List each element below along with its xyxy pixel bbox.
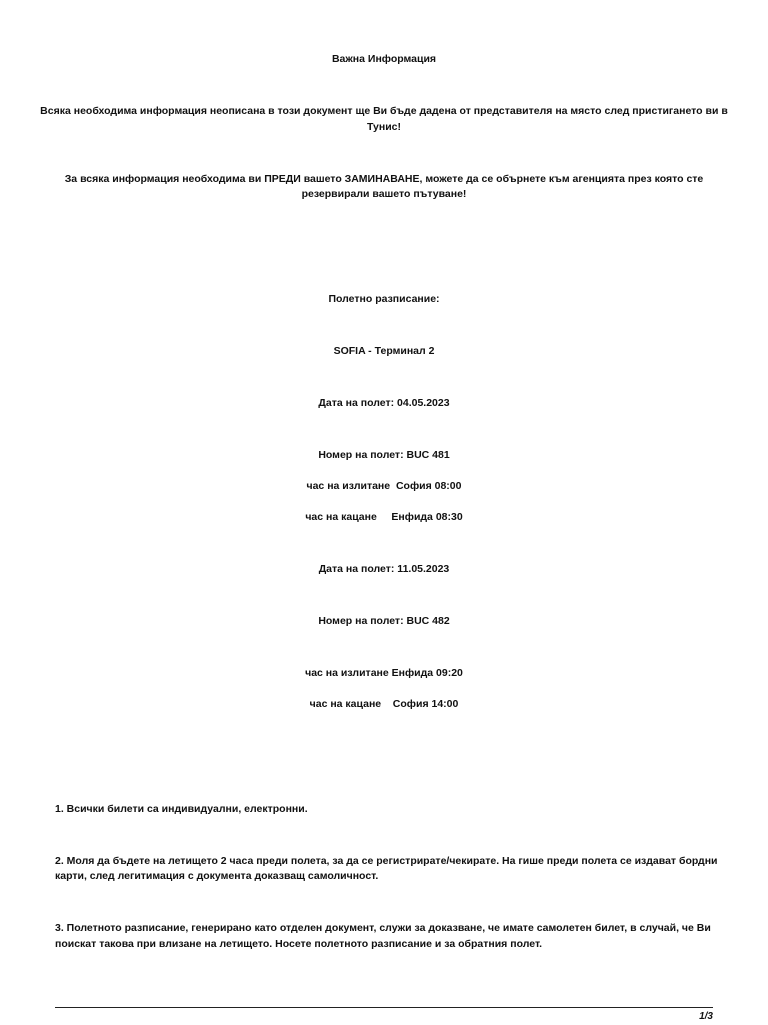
outbound-date: Дата на полет: 04.05.2023 [318, 397, 450, 409]
return-flight-number: Номер на полет: BUC 482 [318, 615, 450, 627]
outbound-landing-text: час на кацане Енфида 08:30 [305, 511, 463, 523]
return-departure-text: час на излитане Енфида 09:20 [305, 667, 463, 679]
notice-line: резервирали вашето пътуване! [301, 188, 467, 200]
terminal-label: SOFIA - Терминал 2 [333, 345, 435, 357]
return-landing-text: час на кацане София 14:00 [309, 698, 459, 710]
return-departure [0, 666, 768, 682]
note-item: 3. Полетното разписание, генерирано като отделен документ, служи за доказване, че имате самолетен билет, в случай, че Ви [55, 922, 711, 934]
outbound-departure-text: час на излитане София 08:00 [306, 480, 462, 492]
return-date: Дата на полет: 11.05.2023 [318, 563, 450, 575]
notice-line: За всяка информация необходима ви ПРЕДИ вашето ЗАМИНАВАНЕ, можете да се обърнете към агенцията през която сте [64, 173, 704, 185]
schedule-heading: Полетно разписание: [328, 293, 440, 305]
notice-line: Тунис! [367, 121, 401, 133]
page-number: 1/3 [699, 1011, 713, 1022]
outbound-flight-number: Номер на полет: BUC 481 [318, 449, 450, 461]
document-title: Важна Информация [331, 53, 437, 65]
footer-divider [55, 1007, 713, 1008]
note-item-continued: поискат такова при влизане на летището. Носете полетното разписание и за обратния полет. [55, 938, 543, 950]
outbound-landing [0, 510, 768, 526]
outbound-departure [0, 479, 768, 495]
note-item: 2. Моля да бъдете на летището 2 часа преди полета, за да се регистрирате/чекирате. На гише преди полета се издават бордни [55, 855, 718, 867]
note-item: 1. Всички билети са индивидуални, електронни. [55, 803, 308, 815]
notice-line: Всяка необходима информация неописана в този документ ще Ви бъде дадена от представителя на място след пристигането ви в [40, 105, 728, 117]
return-landing [0, 697, 768, 713]
note-item-continued: карти, след легитимация с документа доказващ самоличност. [55, 870, 379, 882]
